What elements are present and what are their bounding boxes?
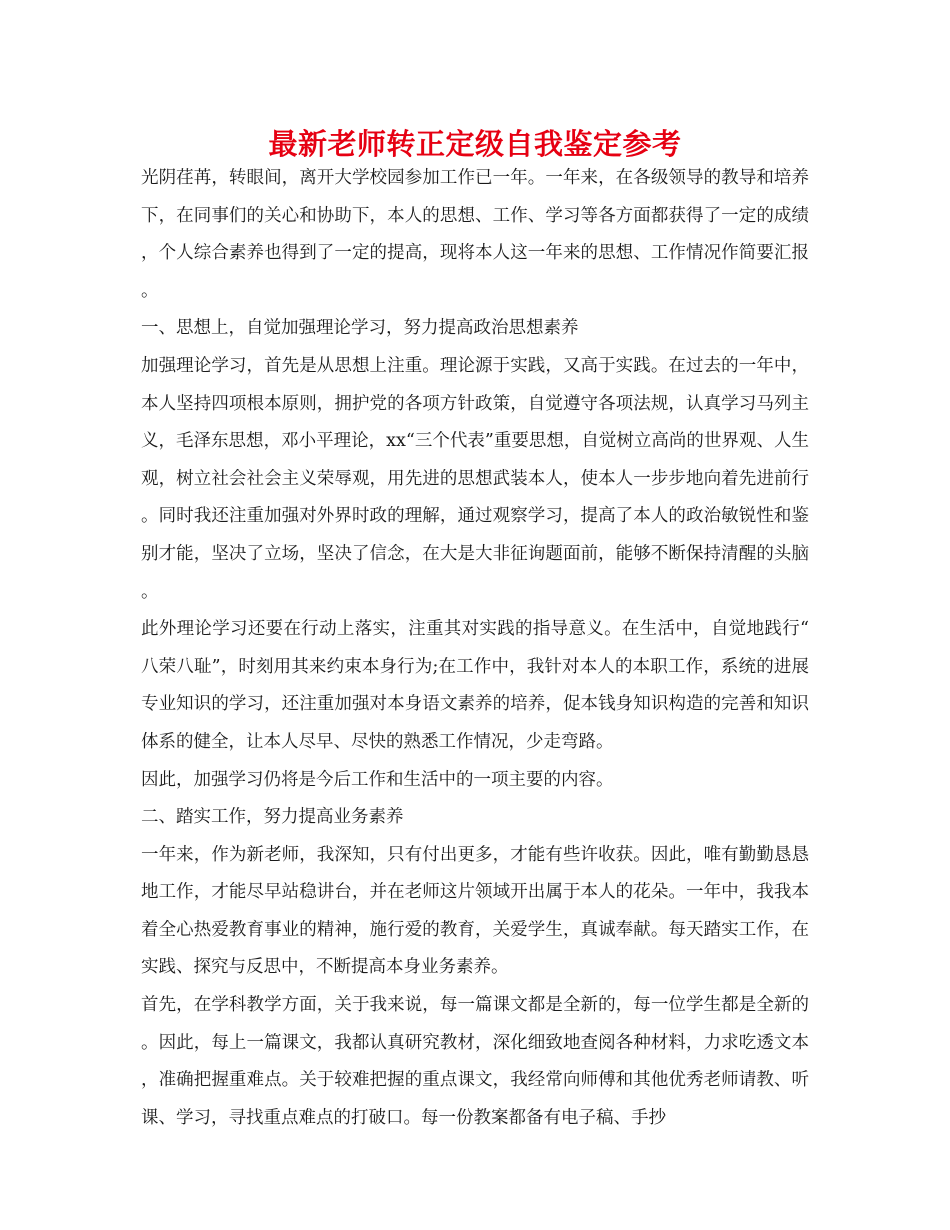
document-title: 最新老师转正定级自我鉴定参考	[268, 127, 682, 161]
document-body	[141, 160, 809, 1137]
paragraph: 此外理论学习还要在行动上落实，注重其对实践的指导意义。在生活中，自觉地践行“八荣八耻”，时刻用其来约束本身行为;在工作中，我针对本人的本职工作，系统的进展专业知识的学习，还注重加强对本身语文素养的培养，促本钱身知识构造的完善和知识体系的健全，让本人尽早、尽快的熟悉工作情况，少走弯路。	[141, 619, 809, 752]
paragraph: 一年来，作为新老师，我深知，只有付出更多，才能有些许收获。因此，唯有勤勤恳恳地工作，才能尽早站稳讲台，并在老师这片领域开出属于本人的花朵。一年中，我我本着全心热爱教育事业的精神，施行爱的教育，关爱学生，真诚奉献。每天踏实工作，在实践、探究与反思中，不断提高本身业务素养。	[141, 844, 809, 978]
section-heading-1: 一、思想上，自觉加强理论学习，努力提高政治思想素养	[141, 318, 579, 339]
paragraph: 首先，在学科教学方面，关于我来说，每一篇课文都是全新的，每一位学生都是全新的。因此，每上一篇课文，我都认真研究教材，深化细致地查阅各种材料，力求吃透文本，准确把握重难点。关于较难把握的重点课文，我经常向师傅和其他优秀老师请教、听课、学习，寻找重点难点的打破口。每一份教案都备有电子稿、手抄	[141, 995, 809, 1128]
paragraph-intro: 光阴荏苒，转眼间，离开大学校园参加工作已一年。一年来，在各级领导的教导和培养下，在同事们的关心和协助下，本人的思想、工作、学习等各方面都获得了一定的成绩，个人综合素养也得到了一定的提高，现将本人这一年来的思想、工作情况作简要汇报。	[141, 168, 809, 301]
paragraph: 加强理论学习，首先是从思想上注重。理论源于实践，又高于实践。在过去的一年中，本人坚持四项根本原则，拥护党的各项方针政策，自觉遵守各项法规，认真学习马列主义，毛泽东思想，邓小平理论，xx“三个代表”重要思想，自觉树立高尚的世界观、人生观，树立社会社会主义荣辱观，用先进的思想武装本人，使本人一步步地向着先进前行。同时我还注重加强对外界时政的理解，通过观察学习，提高了本人的政治敏锐性和鉴别才能，坚决了立场，坚决了信念，在大是大非征询题面前，能够不断保持清醒的头脑。	[141, 355, 809, 602]
paragraph: 因此，加强学习仍将是今后工作和生活中的一项主要的内容。	[141, 769, 614, 790]
section-heading-2: 二、踏实工作，努力提高业务素养	[141, 807, 404, 828]
